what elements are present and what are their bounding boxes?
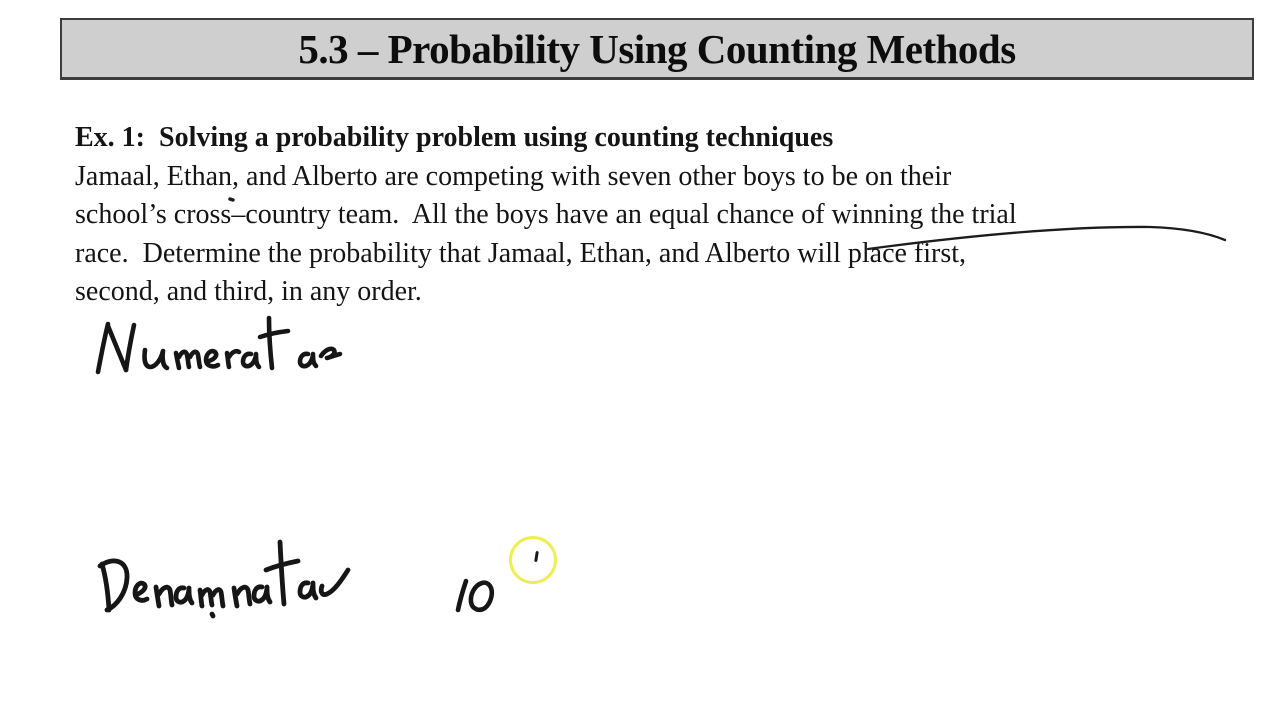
- problem-text-line-4: second, and third, in any order.: [75, 276, 422, 307]
- lesson-title: 5.3 – Probability Using Counting Methods: [298, 25, 1016, 72]
- handwritten-numerator-label: [90, 310, 346, 390]
- handwritten-denominator-label: [90, 528, 360, 628]
- pointer-tick-mark: [534, 551, 539, 562]
- lesson-title-bar: [60, 18, 1254, 80]
- example-heading: Ex. 1: Solving a probability problem using counting techniques: [75, 122, 834, 153]
- problem-text-line-1: Jamaal, Ethan, and Alberto are competing with seven other boys to be on their: [75, 160, 952, 192]
- pointer-circle: [509, 536, 557, 584]
- handwritten-denominator-value: [450, 572, 502, 617]
- example-problem: [75, 119, 1235, 312]
- problem-text-line-3: race. Determine the probability that Jamaal, Ethan, and Alberto will place first,: [75, 237, 967, 269]
- problem-text-line-2: school’s cross–country team. All the boys have an equal chance of winning the trial: [75, 199, 1017, 230]
